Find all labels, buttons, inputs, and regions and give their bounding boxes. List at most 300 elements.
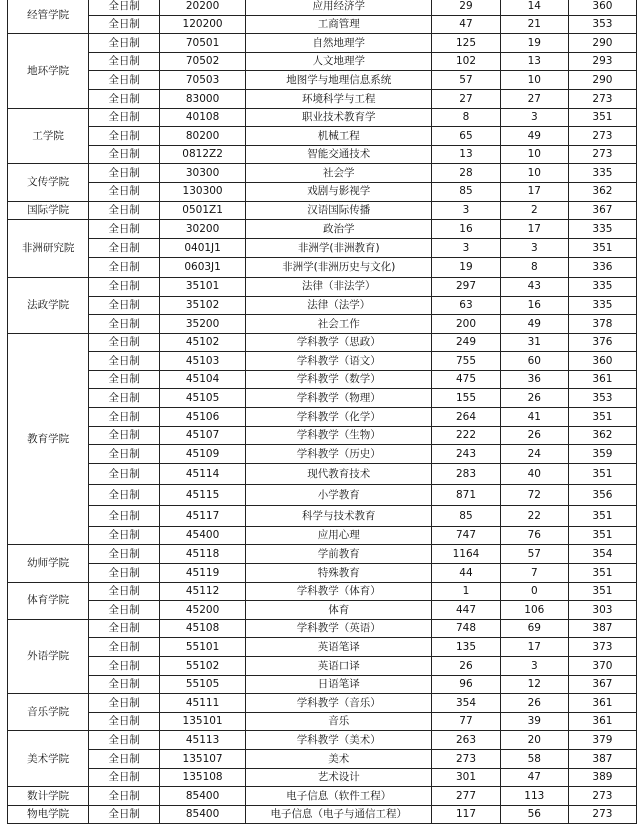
score-line-cell: 379 [568,731,636,750]
table-row [8,787,637,806]
table-row [8,526,637,545]
major-code-cell: 35200 [159,315,245,334]
table-row [8,463,637,484]
table-row [8,34,637,53]
study-mode-cell: 全日制 [89,258,160,278]
study-mode-cell: 全日制 [89,315,160,334]
admitted-cell: 113 [500,787,568,806]
applicants-cell: 96 [432,675,501,694]
table-row [8,277,637,296]
major-code-cell: 0501Z1 [159,201,245,220]
admitted-cell: 26 [500,694,568,713]
major-code-cell: 45103 [159,352,245,371]
score-line-cell: 303 [568,601,636,620]
table-row [8,545,637,564]
study-mode-cell: 全日制 [89,564,160,583]
applicants-cell: 135 [432,638,501,657]
table-row [8,638,637,657]
major-name-cell: 电子信息（软件工程） [246,787,432,806]
major-name-cell: 法律（非法学） [246,277,432,296]
major-name-cell: 科学与技术教育 [246,505,432,526]
table-row [8,145,637,164]
major-code-cell: 45113 [159,731,245,750]
table-row [8,352,637,371]
study-mode-cell: 全日制 [89,34,160,53]
major-code-cell: 45102 [159,333,245,352]
applicants-cell: 354 [432,694,501,713]
applicants-cell: 222 [432,426,501,445]
major-code-cell: 45117 [159,505,245,526]
major-code-cell: 45111 [159,694,245,713]
score-line-cell: 335 [568,164,636,183]
applicants-cell: 755 [432,352,501,371]
score-line-cell: 351 [568,564,636,583]
study-mode-cell: 全日制 [89,15,160,34]
admitted-cell: 13 [500,52,568,71]
major-name-cell: 非洲学(非洲历史与文化) [246,258,432,278]
score-line-cell: 290 [568,71,636,90]
applicants-cell: 263 [432,731,501,750]
table-row [8,89,637,108]
major-code-cell: 35102 [159,296,245,315]
college-cell: 幼师学院 [8,545,89,582]
major-code-cell: 45112 [159,582,245,601]
major-code-cell: 45114 [159,463,245,484]
major-name-cell: 现代教育技术 [246,463,432,484]
table-row [8,333,637,352]
score-line-cell: 387 [568,619,636,638]
major-name-cell: 学科教学（英语） [246,619,432,638]
study-mode-cell: 全日制 [89,52,160,71]
admitted-cell: 2 [500,201,568,220]
applicants-cell: 102 [432,52,501,71]
major-name-cell: 法律（法学） [246,296,432,315]
score-line-cell: 351 [568,238,636,258]
applicants-cell: 277 [432,787,501,806]
admitted-cell: 43 [500,277,568,296]
major-code-cell: 45106 [159,408,245,427]
study-mode-cell: 全日制 [89,333,160,352]
admitted-cell: 39 [500,712,568,731]
admitted-cell: 3 [500,657,568,676]
study-mode-cell: 全日制 [89,220,160,239]
major-name-cell: 人文地理学 [246,52,432,71]
study-mode-cell: 全日制 [89,484,160,505]
applicants-cell: 3 [432,238,501,258]
major-name-cell: 英语笔译 [246,638,432,657]
study-mode-cell: 全日制 [89,201,160,220]
score-line-cell: 387 [568,749,636,768]
college-cell: 数计学院 [8,787,89,806]
major-code-cell: 45119 [159,564,245,583]
admitted-cell: 12 [500,675,568,694]
major-name-cell: 工商管理 [246,15,432,34]
study-mode-cell: 全日制 [89,389,160,408]
score-line-cell: 373 [568,638,636,657]
table-row [8,805,637,824]
study-mode-cell: 全日制 [89,675,160,694]
score-line-cell: 353 [568,15,636,34]
major-name-cell: 日语笔译 [246,675,432,694]
applicants-cell: 77 [432,712,501,731]
table-row [8,731,637,750]
score-line-cell: 361 [568,712,636,731]
table-row [8,15,637,34]
college-cell: 国际学院 [8,201,89,220]
major-code-cell: 45107 [159,426,245,445]
major-name-cell: 特殊教育 [246,564,432,583]
score-line-cell: 273 [568,787,636,806]
study-mode-cell: 全日制 [89,370,160,389]
score-line-cell: 361 [568,694,636,713]
admitted-cell: 31 [500,333,568,352]
admitted-cell: 58 [500,749,568,768]
score-line-cell: 351 [568,582,636,601]
major-code-cell: 120200 [159,15,245,34]
admitted-cell: 41 [500,408,568,427]
table-row [8,505,637,526]
admitted-cell: 76 [500,526,568,545]
table-row [8,127,637,146]
study-mode-cell: 全日制 [89,731,160,750]
applicants-cell: 273 [432,749,501,768]
score-line-cell: 353 [568,389,636,408]
major-code-cell: 135101 [159,712,245,731]
applicants-cell: 117 [432,805,501,824]
score-line-cell: 389 [568,768,636,787]
major-name-cell: 电子信息（电子与通信工程） [246,805,432,824]
table-row [8,389,637,408]
major-code-cell: 45108 [159,619,245,638]
study-mode-cell: 全日制 [89,545,160,564]
applicants-cell: 63 [432,296,501,315]
applicants-cell: 297 [432,277,501,296]
major-code-cell: 80200 [159,127,245,146]
study-mode-cell: 全日制 [89,768,160,787]
score-line-cell: 361 [568,370,636,389]
study-mode-cell: 全日制 [89,463,160,484]
admitted-cell: 27 [500,89,568,108]
major-name-cell: 体育 [246,601,432,620]
table-row [8,484,637,505]
college-cell: 非洲研究院 [8,220,89,278]
study-mode-cell: 全日制 [89,712,160,731]
admitted-cell: 36 [500,370,568,389]
table-row [8,296,637,315]
applicants-cell: 16 [432,220,501,239]
applicants-cell: 85 [432,505,501,526]
major-code-cell: 45200 [159,601,245,620]
major-name-cell: 地图学与地理信息系统 [246,71,432,90]
admitted-cell: 69 [500,619,568,638]
major-code-cell: 35101 [159,277,245,296]
table-row [8,675,637,694]
college-cell: 教育学院 [8,333,89,545]
table-row [8,426,637,445]
table-row [8,220,637,239]
score-line-cell: 362 [568,426,636,445]
college-cell: 音乐学院 [8,694,89,731]
applicants-cell: 26 [432,657,501,676]
score-line-cell: 336 [568,258,636,278]
applicants-cell: 3 [432,201,501,220]
major-code-cell: 45400 [159,526,245,545]
study-mode-cell: 全日制 [89,787,160,806]
applicants-cell: 19 [432,258,501,278]
major-code-cell: 45109 [159,445,245,464]
study-mode-cell: 全日制 [89,619,160,638]
major-name-cell: 英语口译 [246,657,432,676]
score-line-cell: 359 [568,445,636,464]
table-row [8,370,637,389]
major-code-cell: 0603J1 [159,258,245,278]
major-name-cell: 学科教学（数学） [246,370,432,389]
table-row [8,258,637,278]
admissions-table [7,0,637,824]
admitted-cell: 14 [500,0,568,15]
applicants-cell: 27 [432,89,501,108]
college-cell: 外语学院 [8,619,89,693]
applicants-cell: 57 [432,71,501,90]
major-code-cell: 55102 [159,657,245,676]
major-name-cell: 学科教学（美术） [246,731,432,750]
college-cell: 物电学院 [8,805,89,824]
major-name-cell: 智能交通技术 [246,145,432,164]
score-line-cell: 376 [568,333,636,352]
major-code-cell: 85400 [159,805,245,824]
college-cell: 文传学院 [8,164,89,201]
admitted-cell: 17 [500,220,568,239]
applicants-cell: 283 [432,463,501,484]
table-row [8,408,637,427]
college-cell: 法政学院 [8,277,89,333]
major-name-cell: 美术 [246,749,432,768]
major-name-cell: 职业技术教育学 [246,108,432,127]
applicants-cell: 871 [432,484,501,505]
score-line-cell: 351 [568,526,636,545]
table-row [8,71,637,90]
study-mode-cell: 全日制 [89,582,160,601]
major-code-cell: 70501 [159,34,245,53]
admitted-cell: 10 [500,164,568,183]
major-name-cell: 学科教学（生物） [246,426,432,445]
applicants-cell: 155 [432,389,501,408]
score-line-cell: 351 [568,408,636,427]
major-name-cell: 机械工程 [246,127,432,146]
score-line-cell: 273 [568,145,636,164]
table-row [8,238,637,258]
study-mode-cell: 全日制 [89,505,160,526]
applicants-cell: 65 [432,127,501,146]
table-row [8,182,637,201]
study-mode-cell: 全日制 [89,352,160,371]
applicants-cell: 44 [432,564,501,583]
applicants-cell: 8 [432,108,501,127]
score-line-cell: 360 [568,0,636,15]
study-mode-cell: 全日制 [89,182,160,201]
table-row [8,52,637,71]
applicants-cell: 125 [432,34,501,53]
major-name-cell: 学科教学（语文） [246,352,432,371]
study-mode-cell: 全日制 [89,657,160,676]
admitted-cell: 60 [500,352,568,371]
major-code-cell: 83000 [159,89,245,108]
table-row [8,694,637,713]
major-name-cell: 自然地理学 [246,34,432,53]
admitted-cell: 26 [500,389,568,408]
admitted-cell: 47 [500,768,568,787]
major-name-cell: 戏剧与影视学 [246,182,432,201]
study-mode-cell: 全日制 [89,526,160,545]
admitted-cell: 24 [500,445,568,464]
admitted-cell: 19 [500,34,568,53]
table-body [8,0,637,824]
major-code-cell: 55105 [159,675,245,694]
table-row [8,564,637,583]
major-code-cell: 70503 [159,71,245,90]
study-mode-cell: 全日制 [89,238,160,258]
score-line-cell: 293 [568,52,636,71]
major-name-cell: 政治学 [246,220,432,239]
major-code-cell: 20200 [159,0,245,15]
table-row [8,619,637,638]
table-row [8,712,637,731]
study-mode-cell: 全日制 [89,749,160,768]
major-name-cell: 汉语国际传播 [246,201,432,220]
college-cell: 经管学院 [8,0,89,34]
study-mode-cell: 全日制 [89,445,160,464]
score-line-cell: 335 [568,220,636,239]
applicants-cell: 85 [432,182,501,201]
applicants-cell: 748 [432,619,501,638]
study-mode-cell: 全日制 [89,408,160,427]
admitted-cell: 57 [500,545,568,564]
major-code-cell: 135107 [159,749,245,768]
score-line-cell: 335 [568,296,636,315]
applicants-cell: 1164 [432,545,501,564]
study-mode-cell: 全日制 [89,805,160,824]
applicants-cell: 28 [432,164,501,183]
applicants-cell: 47 [432,15,501,34]
major-name-cell: 社会工作 [246,315,432,334]
admitted-cell: 3 [500,238,568,258]
major-name-cell: 非洲学(非洲教育) [246,238,432,258]
major-name-cell: 应用心理 [246,526,432,545]
applicants-cell: 264 [432,408,501,427]
college-cell: 工学院 [8,108,89,164]
table-row [8,768,637,787]
score-line-cell: 367 [568,675,636,694]
table-row [8,201,637,220]
table-row [8,749,637,768]
applicants-cell: 29 [432,0,501,15]
study-mode-cell: 全日制 [89,164,160,183]
major-code-cell: 45104 [159,370,245,389]
major-name-cell: 艺术设计 [246,768,432,787]
major-code-cell: 45105 [159,389,245,408]
admitted-cell: 49 [500,127,568,146]
score-line-cell: 351 [568,108,636,127]
applicants-cell: 447 [432,601,501,620]
table-row [8,601,637,620]
major-code-cell: 45115 [159,484,245,505]
major-code-cell: 0401J1 [159,238,245,258]
admitted-cell: 10 [500,71,568,90]
major-code-cell: 130300 [159,182,245,201]
study-mode-cell: 全日制 [89,127,160,146]
major-name-cell: 学科教学（音乐） [246,694,432,713]
applicants-cell: 243 [432,445,501,464]
admitted-cell: 21 [500,15,568,34]
study-mode-cell: 全日制 [89,0,160,15]
applicants-cell: 200 [432,315,501,334]
study-mode-cell: 全日制 [89,694,160,713]
major-code-cell: 30300 [159,164,245,183]
major-name-cell: 学科教学（体育） [246,582,432,601]
score-line-cell: 351 [568,463,636,484]
applicants-cell: 475 [432,370,501,389]
score-line-cell: 273 [568,127,636,146]
major-code-cell: 55101 [159,638,245,657]
admitted-cell: 106 [500,601,568,620]
table-row [8,164,637,183]
study-mode-cell: 全日制 [89,277,160,296]
major-code-cell: 0812Z2 [159,145,245,164]
table-row [8,315,637,334]
major-name-cell: 社会学 [246,164,432,183]
major-name-cell: 学科教学（物理） [246,389,432,408]
admitted-cell: 49 [500,315,568,334]
college-cell: 体育学院 [8,582,89,619]
score-line-cell: 356 [568,484,636,505]
table-row [8,445,637,464]
major-name-cell: 学科教学（思政） [246,333,432,352]
score-line-cell: 273 [568,89,636,108]
score-line-cell: 273 [568,805,636,824]
admitted-cell: 16 [500,296,568,315]
major-name-cell: 音乐 [246,712,432,731]
major-code-cell: 85400 [159,787,245,806]
score-line-cell: 362 [568,182,636,201]
applicants-cell: 1 [432,582,501,601]
applicants-cell: 301 [432,768,501,787]
major-code-cell: 30200 [159,220,245,239]
study-mode-cell: 全日制 [89,296,160,315]
study-mode-cell: 全日制 [89,145,160,164]
admitted-cell: 0 [500,582,568,601]
study-mode-cell: 全日制 [89,426,160,445]
admitted-cell: 40 [500,463,568,484]
admitted-cell: 10 [500,145,568,164]
major-name-cell: 应用经济学 [246,0,432,15]
major-name-cell: 小学教育 [246,484,432,505]
major-code-cell: 70502 [159,52,245,71]
admitted-cell: 20 [500,731,568,750]
admitted-cell: 7 [500,564,568,583]
study-mode-cell: 全日制 [89,89,160,108]
table-row [8,108,637,127]
study-mode-cell: 全日制 [89,638,160,657]
study-mode-cell: 全日制 [89,71,160,90]
college-cell: 美术学院 [8,731,89,787]
table-row [8,0,637,15]
score-line-cell: 370 [568,657,636,676]
admitted-cell: 22 [500,505,568,526]
admitted-cell: 8 [500,258,568,278]
admitted-cell: 72 [500,484,568,505]
major-name-cell: 学前教育 [246,545,432,564]
score-line-cell: 335 [568,277,636,296]
